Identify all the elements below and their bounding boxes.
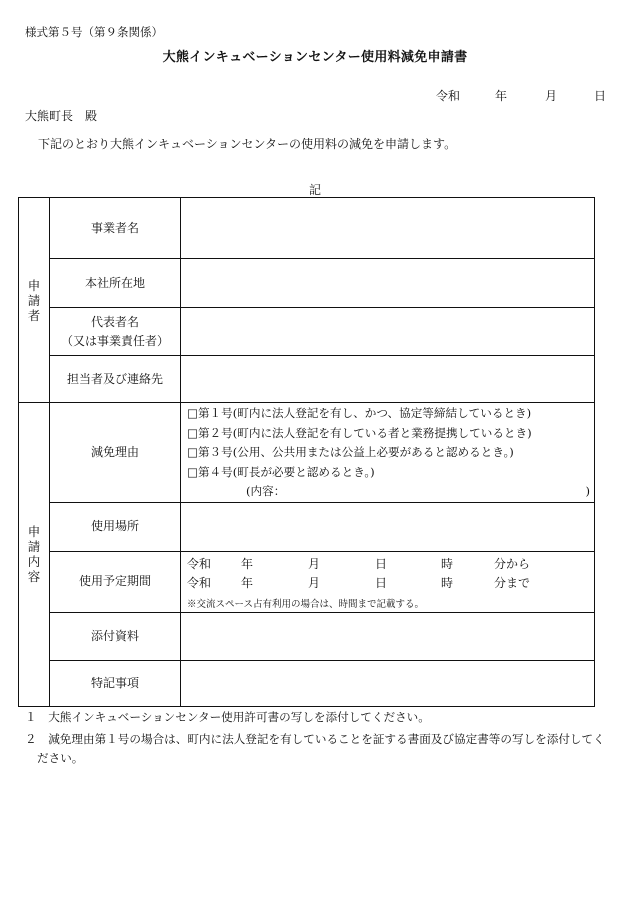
representative-field[interactable] (181, 308, 595, 356)
head-office-label: 本社所在地 (50, 259, 181, 308)
reason-option-2[interactable]: □第２号(町内に法人登記を有している者と業務提携しているとき) (187, 425, 532, 440)
period-from-row: 令和 年 月 日 時 分から (187, 556, 531, 571)
representative-label: 代表者名 （又は事業責任者） (50, 308, 181, 356)
date-era: 令和 (436, 89, 461, 103)
contact-label: 担当者及び連絡先 (50, 356, 181, 403)
ki-heading: 記 (308, 183, 321, 197)
footnote-1: １ 大熊インキュベーションセンター使用許可書の写しを添付してください。 (25, 710, 430, 724)
head-office-field[interactable] (181, 259, 595, 308)
business-name-field[interactable] (181, 198, 595, 259)
reason-option-1[interactable]: □第１号(町内に法人登記を有し、かつ、協定等締結しているとき) (187, 406, 532, 420)
detail-suffix: ) (585, 484, 590, 498)
date-month: 月 (545, 89, 558, 103)
addressee: 大熊町長 殿 (25, 109, 98, 123)
date-year: 年 (495, 89, 508, 103)
reason-option-4[interactable]: □第４号(町長が必要と認めるとき。) (187, 464, 375, 479)
attachments-label: 添付資料 (50, 612, 181, 660)
form-number: 様式第５号（第９条関係） (25, 25, 163, 39)
attachments-field[interactable] (181, 612, 595, 660)
exemption-reason-options (181, 403, 595, 503)
date-day: 日 (594, 89, 607, 103)
reason-option-3[interactable]: □第３号(公用、公共用または公益上必要があると認めるとき。) (187, 445, 514, 459)
business-name-label: 事業者名 (50, 198, 181, 259)
reason-detail-field[interactable] (187, 482, 594, 502)
period-note: ※交流スペース占有利用の場合は、時間まで記載する。 (187, 598, 425, 610)
remarks-field[interactable] (181, 660, 595, 706)
application-form-table (18, 197, 595, 707)
period-to-row: 令和 年 月 日 時 分まで (187, 575, 531, 590)
page-title: 大熊インキュベーションセンター使用料減免申請書 (162, 50, 468, 65)
exemption-reason-label: 減免理由 (50, 403, 181, 503)
footnote-2: ２ 減免理由第１号の場合は、町内に法人登記を有していることを証する書面及び協定書等の写しを添付してく ださい。 (25, 732, 605, 765)
intro-text: 下記のとおり大熊インキュベーションセンターの使用料の減免を申請します。 (38, 137, 457, 151)
applicant-group-label: 申 請 者 (19, 198, 50, 403)
remarks-label: 特記事項 (50, 660, 181, 706)
contact-field[interactable] (181, 356, 595, 403)
place-field[interactable] (181, 502, 595, 551)
application-group-label: 申 請 内 容 (19, 403, 50, 707)
period-label: 使用予定期間 (50, 551, 181, 612)
detail-prefix: (内容： (246, 484, 286, 498)
place-label: 使用場所 (50, 502, 181, 551)
period-field[interactable] (181, 551, 595, 612)
